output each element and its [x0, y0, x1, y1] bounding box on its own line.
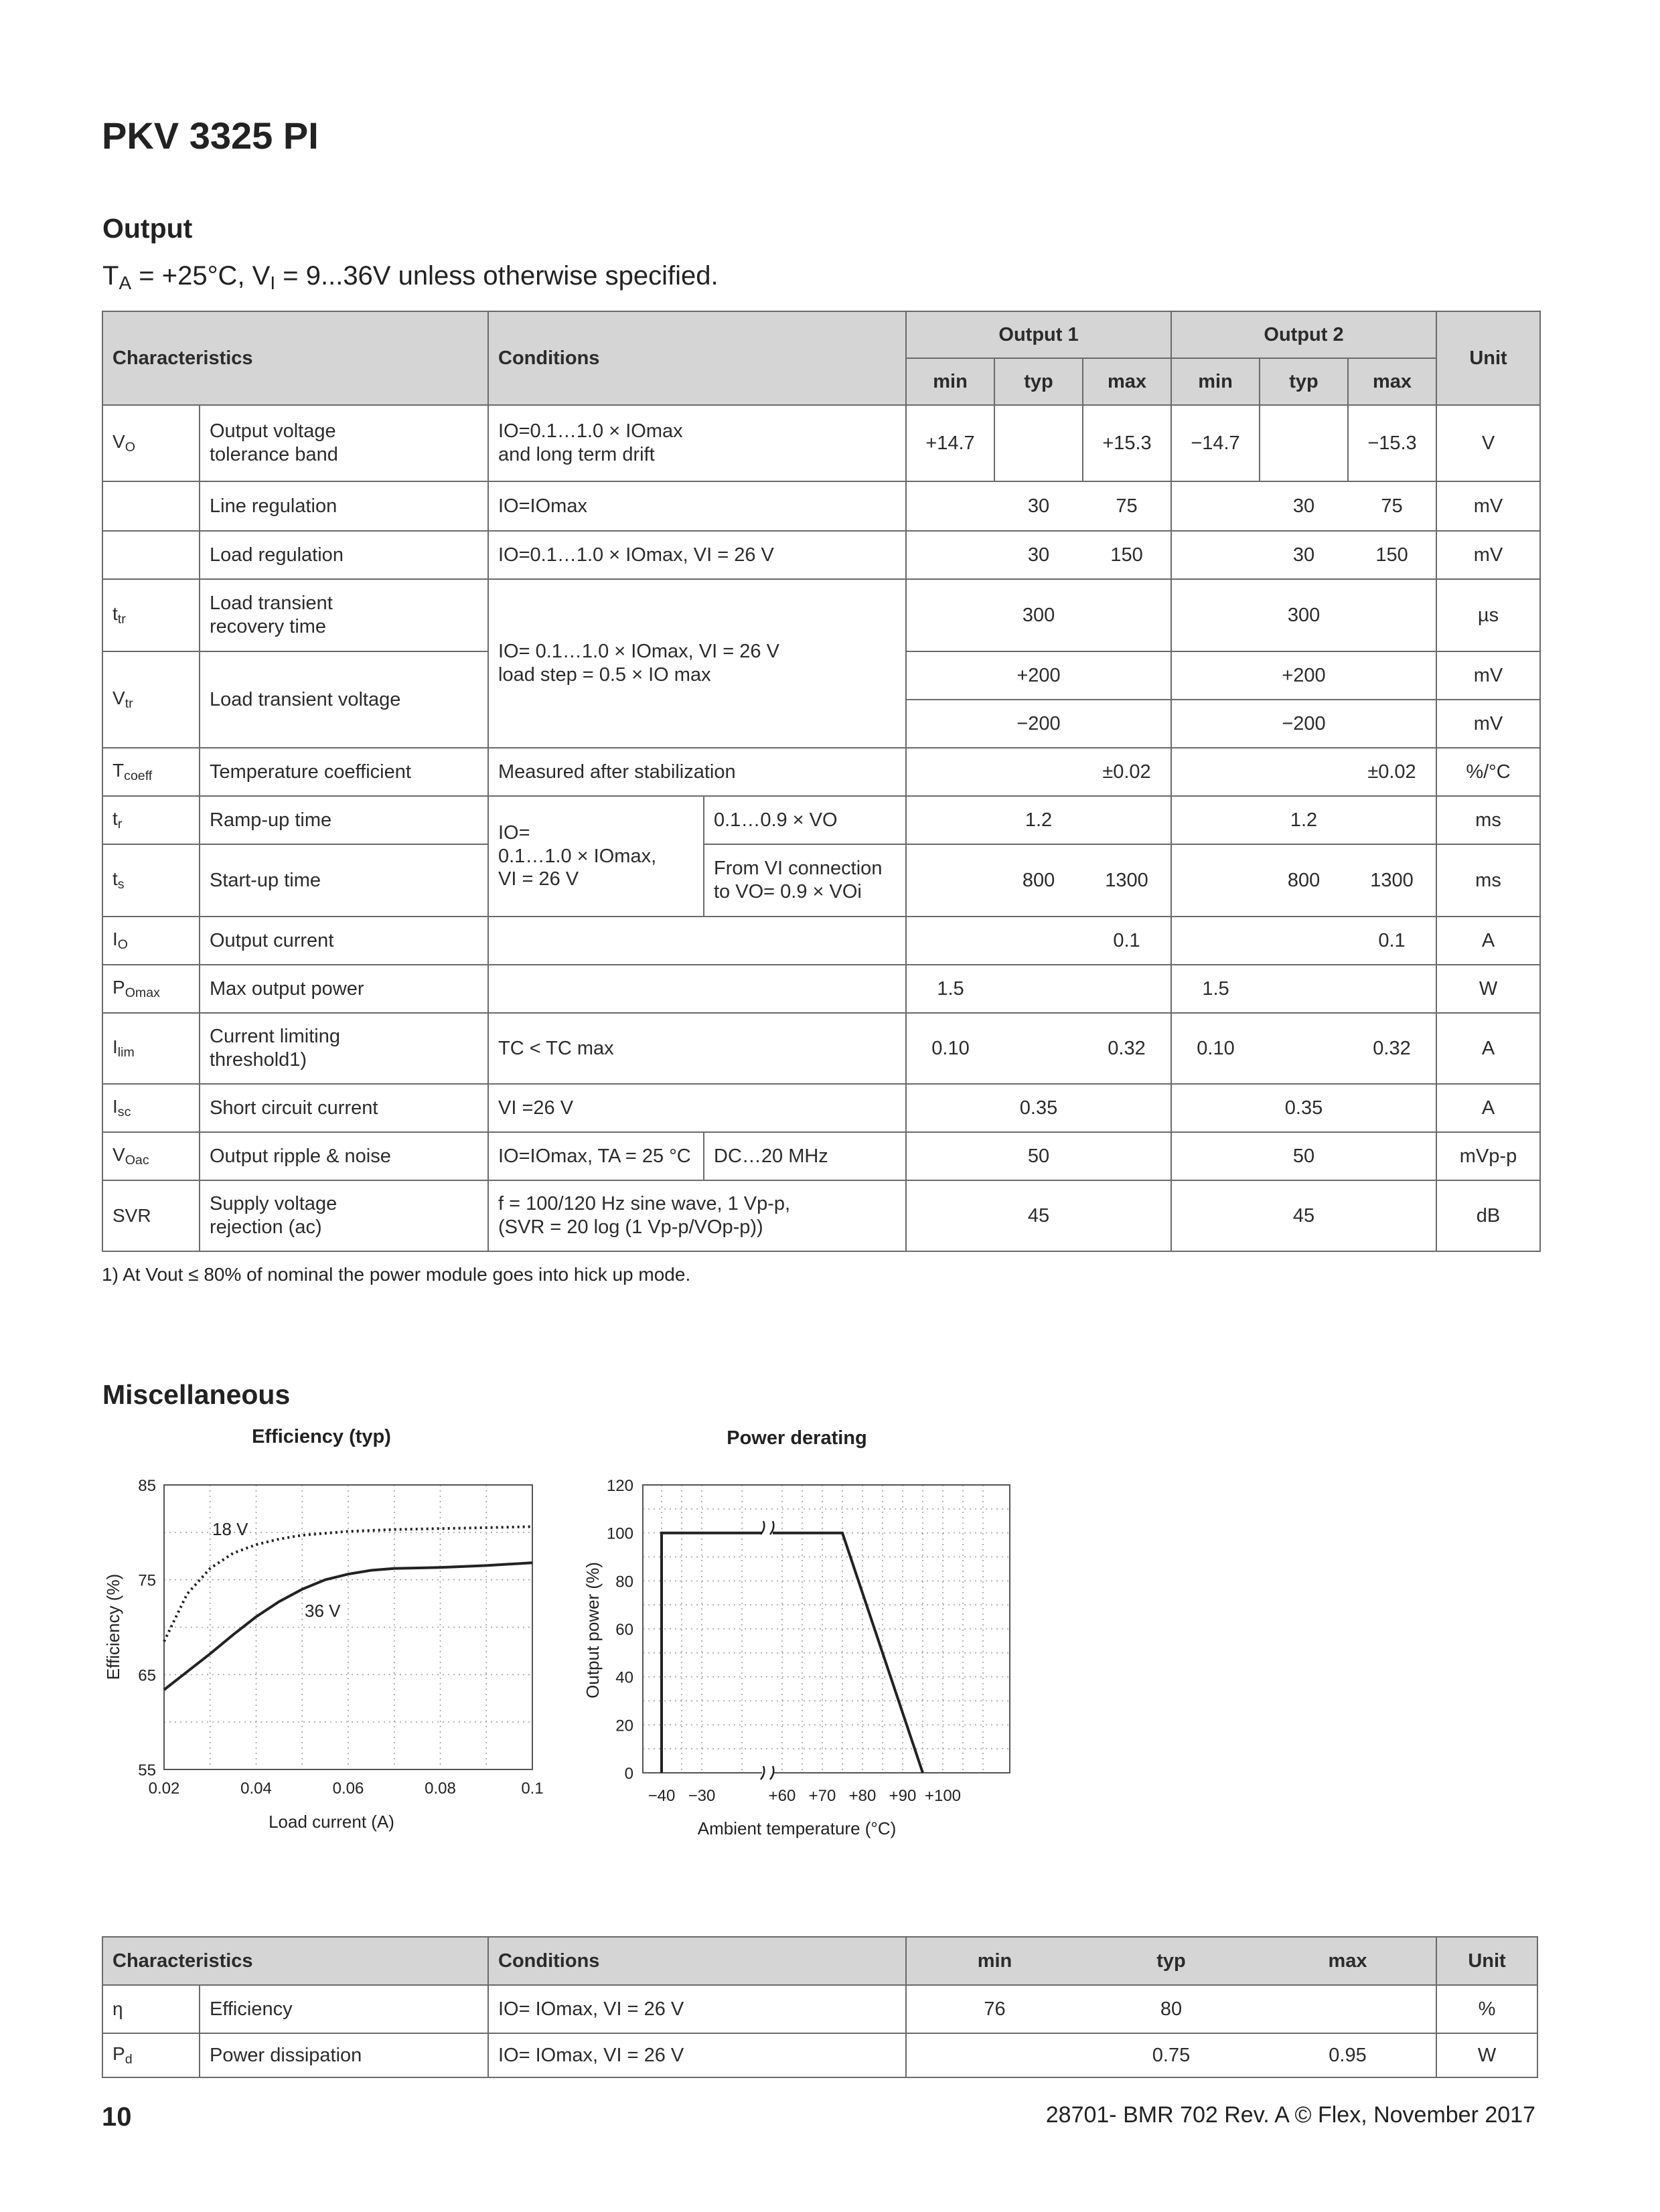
conditions-line: $T_A = +25^\circ C$, $V_I = 9...36V$ unless otherwise specified.: [102, 261, 719, 293]
header-o1-typ: typ: [994, 358, 1083, 405]
table-row: [102, 405, 1540, 481]
x-tick-label: +100: [924, 1787, 962, 1805]
o2-max-cell: 150: [1348, 531, 1436, 579]
o2-typ-cell: 1.2: [1260, 796, 1348, 844]
o1-max-cell: 0.32: [1083, 1013, 1171, 1084]
o1-min-cell: [906, 651, 994, 700]
efficiency-y-ticks: [138, 1477, 156, 1780]
symbol-cell: $I_O$: [102, 917, 200, 965]
document-title: PKV 3325 PI: [102, 114, 319, 157]
o1-typ-cell: 0.35: [994, 1084, 1083, 1132]
characteristic-cell: Line regulation: [200, 481, 488, 531]
symbol-cell: $V_{Oac}$: [102, 1132, 200, 1180]
x-tick-label: 0.08: [425, 1780, 456, 1798]
table-row: [102, 1013, 1540, 1084]
o1-typ-cell: 50: [994, 1132, 1083, 1180]
o2-max-cell: 75: [1348, 481, 1436, 531]
table-row: [102, 2033, 1537, 2077]
o2-min-cell: [1171, 796, 1260, 844]
o1-min-cell: [906, 917, 994, 965]
o2-max-cell: 0.1: [1348, 917, 1436, 965]
symbol-cell: $t_{tr}$: [102, 579, 200, 651]
o1-max-cell: [1083, 796, 1171, 844]
header-characteristics: Characteristics: [102, 1937, 488, 1985]
o1-min-cell: [906, 1084, 994, 1132]
y-tick-label: 75: [138, 1571, 156, 1590]
unit-cell: W: [1436, 965, 1540, 1013]
characteristic-cell: Load regulation: [200, 531, 488, 579]
header-unit: Unit: [1436, 311, 1540, 405]
condition-cell: IO=IOmax: [488, 481, 906, 531]
efficiency-chart-title: Efficiency (typ): [252, 1426, 391, 1447]
table-row: [102, 917, 1540, 965]
o1-min-cell: [906, 1180, 994, 1251]
misc-heading: Miscellaneous: [102, 1379, 291, 1410]
page-number: 10: [102, 2102, 132, 2132]
characteristic-cell: Output voltage tolerance band: [200, 405, 488, 481]
o1-min-cell: [906, 481, 994, 531]
o2-typ-cell: 0.35: [1260, 1084, 1348, 1132]
o1-max-cell: 75: [1083, 481, 1171, 531]
header-output2: Output 2: [1171, 311, 1436, 358]
x-tick-label: −40: [648, 1787, 676, 1805]
max-cell: 0.95: [1260, 2033, 1436, 2077]
o1-typ-cell: 300: [994, 579, 1083, 651]
characteristic-cell: Current limiting threshold1): [200, 1013, 488, 1084]
characteristic-cell: Power dissipation: [200, 2033, 488, 2077]
o2-max-cell: −15.3: [1348, 405, 1436, 481]
o1-max-cell: [1083, 1180, 1171, 1251]
o2-max-cell: [1348, 1180, 1436, 1251]
condition-cell: VI =26 V: [488, 1084, 906, 1132]
o2-typ-cell: 50: [1260, 1132, 1348, 1180]
y-tick-label: 80: [615, 1573, 633, 1591]
o1-max-cell: [1083, 651, 1171, 700]
table-row: [102, 1985, 1537, 2033]
unit-cell: %/°C: [1436, 748, 1540, 796]
y-tick-label: 20: [615, 1717, 633, 1735]
o1-typ-cell: 45: [994, 1180, 1083, 1251]
o1-max-cell: 1300: [1083, 844, 1171, 917]
y-tick-label: 100: [606, 1524, 633, 1543]
symbol-cell: SVR: [102, 1180, 200, 1251]
condition-cell: IO= 0.1…1.0 × IOmax, VI = 26 V: [488, 796, 704, 917]
o2-max-cell: 0.32: [1348, 1013, 1436, 1084]
efficiency-chart: [100, 1459, 556, 1834]
condition-cell: [488, 965, 906, 1013]
header-conditions: Conditions: [488, 311, 906, 405]
o1-typ-cell: [994, 748, 1083, 796]
o1-max-cell: +15.3: [1083, 405, 1171, 481]
x-tick-label: +80: [848, 1787, 877, 1805]
unit-cell: mV: [1436, 481, 1540, 531]
o2-typ-cell: −200: [1260, 700, 1348, 748]
characteristic-cell: Output ripple & noise: [200, 1132, 488, 1180]
misc-spec-table: [102, 1936, 1538, 2078]
unit-cell: mV: [1436, 531, 1540, 579]
table-row: [102, 844, 1540, 917]
o1-typ-cell: [994, 965, 1083, 1013]
condition-detail-cell: 0.1…0.9 × VO: [704, 796, 906, 844]
output-heading: Output: [102, 213, 193, 244]
symbol-cell: $I_{sc}$: [102, 1084, 200, 1132]
header-characteristics: Characteristics: [102, 311, 488, 405]
unit-cell: mV: [1436, 651, 1540, 700]
o2-min-cell: [1171, 651, 1260, 700]
symbol-cell: $V_{tr}$: [102, 651, 200, 748]
footnote: 1) At Vout ≤ 80% of nominal the power module goes into hick up mode.: [102, 1264, 691, 1285]
o1-min-cell: [906, 1132, 994, 1180]
header-o1-min: min: [906, 358, 994, 405]
y-tick-label: 55: [138, 1761, 156, 1780]
derating-chart-title: Power derating: [727, 1427, 867, 1449]
o1-typ-cell: [994, 405, 1083, 481]
o1-max-cell: 0.1: [1083, 917, 1171, 965]
header-min: min: [906, 1937, 1083, 1985]
table-row: [102, 1084, 1540, 1132]
o1-max-cell: 150: [1083, 531, 1171, 579]
o1-min-cell: [906, 579, 994, 651]
series-label-36v: 36 V: [305, 1601, 341, 1621]
symbol-cell: η: [102, 1985, 200, 2033]
o2-max-cell: ±0.02: [1348, 748, 1436, 796]
table-row: [102, 1132, 1540, 1180]
max-cell: [1260, 1985, 1436, 2033]
o1-min-cell: [906, 796, 994, 844]
y-tick-label: 40: [615, 1668, 633, 1687]
characteristic-cell: Short circuit current: [200, 1084, 488, 1132]
x-tick-label: 0.1: [521, 1780, 544, 1798]
o2-typ-cell: +200: [1260, 651, 1348, 700]
condition-cell: IO= IOmax, VI = 26 V: [488, 1985, 906, 2033]
o1-typ-cell: 30: [994, 531, 1083, 579]
o2-typ-cell: 45: [1260, 1180, 1348, 1251]
derating-grid: [643, 1485, 1010, 1773]
y-tick-label: 85: [138, 1477, 156, 1495]
o1-typ-cell: −200: [994, 700, 1083, 748]
derating-y-ticks: [607, 1477, 633, 1783]
characteristic-cell: Efficiency: [200, 1985, 488, 2033]
table-row: [102, 748, 1540, 796]
symbol-cell: $P_{Omax}$: [102, 965, 200, 1013]
symbol-cell: $T_{coeff}$: [102, 748, 200, 796]
y-tick-label: 0: [624, 1765, 633, 1783]
y-tick-label: 120: [606, 1477, 633, 1495]
o2-typ-cell: [1260, 405, 1348, 481]
symbol-cell: [102, 531, 200, 579]
derating-curve: [662, 1533, 923, 1773]
x-tick-label: −30: [688, 1787, 716, 1805]
o1-typ-cell: [994, 1013, 1083, 1084]
o2-typ-cell: [1260, 748, 1348, 796]
o2-min-cell: [1171, 579, 1260, 651]
efficiency-x-ticks: [149, 1780, 544, 1798]
unit-cell: %: [1436, 1985, 1537, 2033]
typ-cell: 80: [1083, 1985, 1260, 2033]
unit-cell: mVp-p: [1436, 1132, 1540, 1180]
o1-typ-cell: 800: [994, 844, 1083, 917]
characteristic-cell: Ramp-up time: [200, 796, 488, 844]
o2-typ-cell: 800: [1260, 844, 1348, 917]
table-row: [102, 965, 1540, 1013]
condition-cell: Measured after stabilization: [488, 748, 906, 796]
o2-min-cell: −14.7: [1171, 405, 1260, 481]
header-max: max: [1260, 1937, 1436, 1985]
characteristic-cell: Load transient voltage: [200, 651, 488, 748]
symbol-cell: $V_O$: [102, 405, 200, 481]
unit-cell: A: [1436, 1084, 1540, 1132]
condition-cell: TC < TC max: [488, 1013, 906, 1084]
header-output1: Output 1: [906, 311, 1171, 358]
characteristic-cell: Start-up time: [200, 844, 488, 917]
header-o2-min: min: [1171, 358, 1260, 405]
o1-min-cell: 1.5: [906, 965, 994, 1013]
derating-x-ticks: [648, 1787, 961, 1805]
unit-cell: A: [1436, 1013, 1540, 1084]
o1-min-cell: [906, 531, 994, 579]
o2-min-cell: [1171, 1084, 1260, 1132]
condition-detail-cell: From VI connection to VO= 0.9 × VOi: [704, 844, 906, 917]
output-spec-table: [102, 311, 1541, 1252]
efficiency-x-label: Load current (A): [269, 1812, 394, 1832]
o2-typ-cell: [1260, 917, 1348, 965]
o2-typ-cell: [1260, 1013, 1348, 1084]
derating-chart: [576, 1459, 1045, 1848]
header-o2-max: max: [1348, 358, 1436, 405]
o2-typ-cell: 300: [1260, 579, 1348, 651]
header-o1-max: max: [1083, 358, 1171, 405]
condition-cell: IO=0.1…1.0 × IOmax and long term drift: [488, 405, 906, 481]
unit-cell: dB: [1436, 1180, 1540, 1251]
unit-cell: ms: [1436, 844, 1540, 917]
o1-max-cell: [1083, 1084, 1171, 1132]
o1-typ-cell: 1.2: [994, 796, 1083, 844]
o2-min-cell: [1171, 531, 1260, 579]
o2-min-cell: 1.5: [1171, 965, 1260, 1013]
o1-min-cell: 0.10: [906, 1013, 994, 1084]
o2-min-cell: [1171, 844, 1260, 917]
x-tick-label: 0.04: [240, 1780, 272, 1798]
header-conditions: Conditions: [488, 1937, 906, 1985]
o1-min-cell: [906, 700, 994, 748]
o2-max-cell: [1348, 651, 1436, 700]
condition-cell: IO=0.1…1.0 × IOmax, VI = 26 V: [488, 531, 906, 579]
header-typ: typ: [1083, 1937, 1260, 1985]
table-row: [102, 579, 1540, 651]
symbol-cell: $t_r$: [102, 796, 200, 844]
o1-max-cell: [1083, 579, 1171, 651]
symbol-cell: $P_d$: [102, 2033, 200, 2077]
condition-cell: IO= IOmax, VI = 26 V: [488, 2033, 906, 2077]
condition-cell: f = 100/120 Hz sine wave, 1 Vp-p, (SVR = 20 log (1 Vp-p/VOp-p)): [488, 1180, 906, 1251]
unit-cell: A: [1436, 917, 1540, 965]
o2-min-cell: [1171, 1180, 1260, 1251]
table-row: [102, 796, 1540, 844]
min-cell: [906, 2033, 1083, 2077]
o2-typ-cell: 30: [1260, 481, 1348, 531]
o2-max-cell: [1348, 1132, 1436, 1180]
characteristic-cell: Load transient recovery time: [200, 579, 488, 651]
o1-max-cell: ±0.02: [1083, 748, 1171, 796]
condition-detail-cell: DC…20 MHz: [704, 1132, 906, 1180]
symbol-cell: $I_{lim}$: [102, 1013, 200, 1084]
o1-typ-cell: [994, 917, 1083, 965]
x-tick-label: 0.02: [148, 1780, 180, 1798]
symbol-cell: $t_s$: [102, 844, 200, 917]
o1-max-cell: [1083, 965, 1171, 1013]
o2-typ-cell: [1260, 965, 1348, 1013]
series-label-18v: 18 V: [212, 1519, 248, 1539]
o2-min-cell: [1171, 700, 1260, 748]
o2-max-cell: 1300: [1348, 844, 1436, 917]
y-tick-label: 65: [138, 1666, 156, 1685]
condition-cell: IO= 0.1…1.0 × IOmax, VI = 26 V load step = 0.5 × IO max: [488, 579, 906, 748]
typ-cell: 0.75: [1083, 2033, 1260, 2077]
unit-cell: W: [1436, 2033, 1537, 2077]
o1-typ-cell: 30: [994, 481, 1083, 531]
table-row: [102, 481, 1540, 531]
x-tick-label: +60: [768, 1787, 796, 1805]
unit-cell: V: [1436, 405, 1540, 481]
o1-max-cell: [1083, 700, 1171, 748]
table-row: [102, 531, 1540, 579]
table-row: [102, 1180, 1540, 1251]
o2-typ-cell: 30: [1260, 531, 1348, 579]
characteristic-cell: Output current: [200, 917, 488, 965]
o2-min-cell: [1171, 1132, 1260, 1180]
header-unit: Unit: [1436, 1937, 1537, 1985]
o2-max-cell: [1348, 579, 1436, 651]
condition-cell: [488, 917, 906, 965]
efficiency-y-label: Efficiency (%): [103, 1573, 123, 1680]
o1-min-cell: [906, 748, 994, 796]
o2-min-cell: 0.10: [1171, 1013, 1260, 1084]
characteristic-cell: Max output power: [200, 965, 488, 1013]
characteristic-cell: Supply voltage rejection (ac): [200, 1180, 488, 1251]
o2-max-cell: [1348, 700, 1436, 748]
o2-min-cell: [1171, 748, 1260, 796]
o2-max-cell: [1348, 796, 1436, 844]
o2-min-cell: [1171, 917, 1260, 965]
symbol-cell: [102, 481, 200, 531]
unit-cell: ms: [1436, 796, 1540, 844]
characteristic-cell: Temperature coefficient: [200, 748, 488, 796]
document-reference: 28701- BMR 702 Rev. A © Flex, November 2017: [1045, 2102, 1535, 2128]
condition-cell: IO=IOmax, TA = 25 °C: [488, 1132, 704, 1180]
y-tick-label: 60: [615, 1621, 633, 1639]
x-tick-label: +70: [808, 1787, 836, 1805]
o1-max-cell: [1083, 1132, 1171, 1180]
unit-cell: mV: [1436, 700, 1540, 748]
o2-max-cell: [1348, 965, 1436, 1013]
header-o2-typ: typ: [1260, 358, 1348, 405]
o1-typ-cell: +200: [994, 651, 1083, 700]
o2-max-cell: [1348, 1084, 1436, 1132]
min-cell: 76: [906, 1985, 1083, 2033]
x-tick-label: +90: [889, 1787, 917, 1805]
o2-min-cell: [1171, 481, 1260, 531]
derating-x-label: Ambient temperature (°C): [697, 1818, 897, 1838]
derating-y-label: Output power (%): [583, 1562, 603, 1698]
unit-cell: µs: [1436, 579, 1540, 651]
x-tick-label: 0.06: [332, 1780, 364, 1798]
o1-min-cell: +14.7: [906, 405, 994, 481]
o1-min-cell: [906, 844, 994, 917]
